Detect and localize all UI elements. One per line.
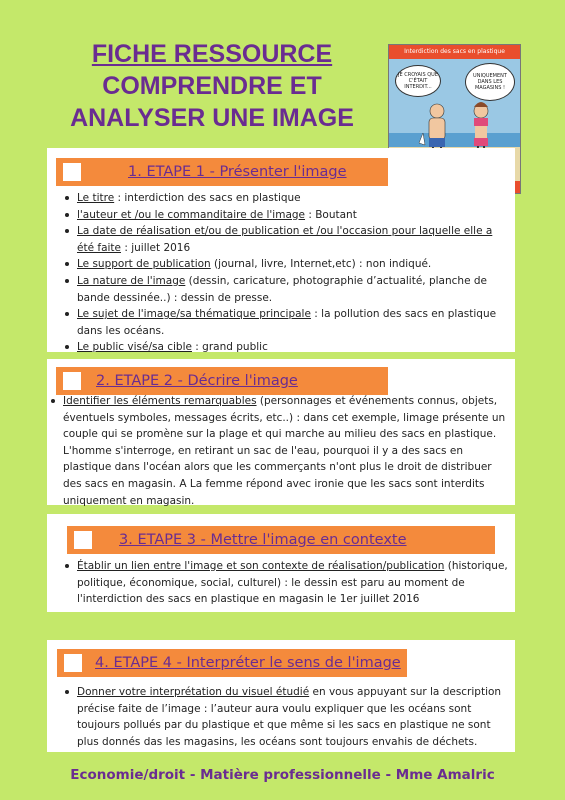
step3-title: 3. ETAPE 3 - Mettre l'image en contexte: [119, 532, 407, 548]
step1-header: [56, 158, 388, 186]
list-item: Le public visé/sa cible : grand public: [63, 339, 507, 356]
step2-card: [47, 359, 515, 505]
list-item: Identifier les éléments remarquables (personnages et événements connus, objets, éventuels symboles, messages écrits, etc..) : dans cet exemple, limage présente un couple qui se promène sur la plage et qui marche au milieu des sacs en plastique. L'homme s'interroge, en retirant un sac de l'eau, pourquoi il y a des sacs en plastique dans l'océan alors que les commerçants n'ont plus le droit de distribuer des sacs en magasin. A La femme répond avec ironie que les sacs sont interdits uniquement en magasin.: [49, 393, 507, 509]
step2-header: [56, 367, 388, 395]
list-item: Établir un lien entre l'image et son contexte de réalisation/publication (historique, politique, économique, social, culturel) : le dessin est paru au moment de l'interdiction des sacs en plastique en magasin le 1er juillet 2016: [63, 558, 509, 608]
list-item: La nature de l'image (dessin, caricature, photographie d’actualité, planche de bande dessinée..) : dessin de presse.: [63, 273, 507, 306]
step3-header: [67, 526, 495, 554]
step3-checkbox: [74, 531, 92, 549]
step1-list: [63, 190, 507, 356]
step2-title: 2. ETAPE 2 - Décrire l'image: [96, 373, 298, 389]
cartoon-caption-top: Interdiction des sacs en plastique: [389, 45, 520, 59]
list-item: La date de réalisation et/ou de publication et /ou l'occasion pour laquelle elle a été faite : juillet 2016: [63, 223, 507, 256]
list-item: Donner votre interprétation du visuel étudié en vous appuyant sur la description précise faite de l’image : l’auteur aura voulu expliquer que les océans sont toujours pollués par du plastique et que même si les sacs en plastique ne sont plus donnés das les magasins, les océans sont toujours envahis de déchets.: [63, 684, 509, 750]
step4-list: [63, 684, 509, 750]
list-item: l'auteur et /ou le commanditaire de l'image : Boutant: [63, 207, 507, 224]
list-item: Le support de publication (journal, livre, Internet,etc) : non indiqué.: [63, 256, 507, 273]
step4-card: [47, 640, 515, 752]
step1-title: 1. ETAPE 1 - Présenter l'image: [128, 164, 347, 180]
step4-checkbox: [64, 654, 82, 672]
speech-bubble-left: JE CROYAIS QUE C'ÉTAIT INTERDIT...: [395, 65, 441, 97]
speech-bubble-right: UNIQUEMENT DANS LES MAGASINS !: [465, 63, 515, 101]
step2-checkbox: [63, 372, 81, 390]
step1-checkbox: [63, 163, 81, 181]
footer: Economie/droit - Matière professionnelle - Mme Amalric: [70, 767, 495, 783]
title-line-1: FICHE RESSOURCE: [91, 40, 333, 68]
list-item: Le sujet de l'image/sa thématique principale : la pollution des sacs en plastique dans les océans.: [63, 306, 507, 339]
step3-list: [63, 558, 509, 608]
step1-card: [47, 148, 515, 352]
title-line-3: ANALYSER UNE IMAGE: [70, 104, 354, 132]
title-line-2: COMPRENDRE ET: [102, 72, 322, 100]
step2-list: [49, 393, 507, 509]
list-item: Le titre : interdiction des sacs en plastique: [63, 190, 507, 207]
page-title: [62, 38, 362, 134]
step4-header: [57, 649, 407, 677]
step3-card: [47, 514, 515, 612]
step4-title: 4. ETAPE 4 - Interpréter le sens de l'image: [95, 655, 401, 671]
